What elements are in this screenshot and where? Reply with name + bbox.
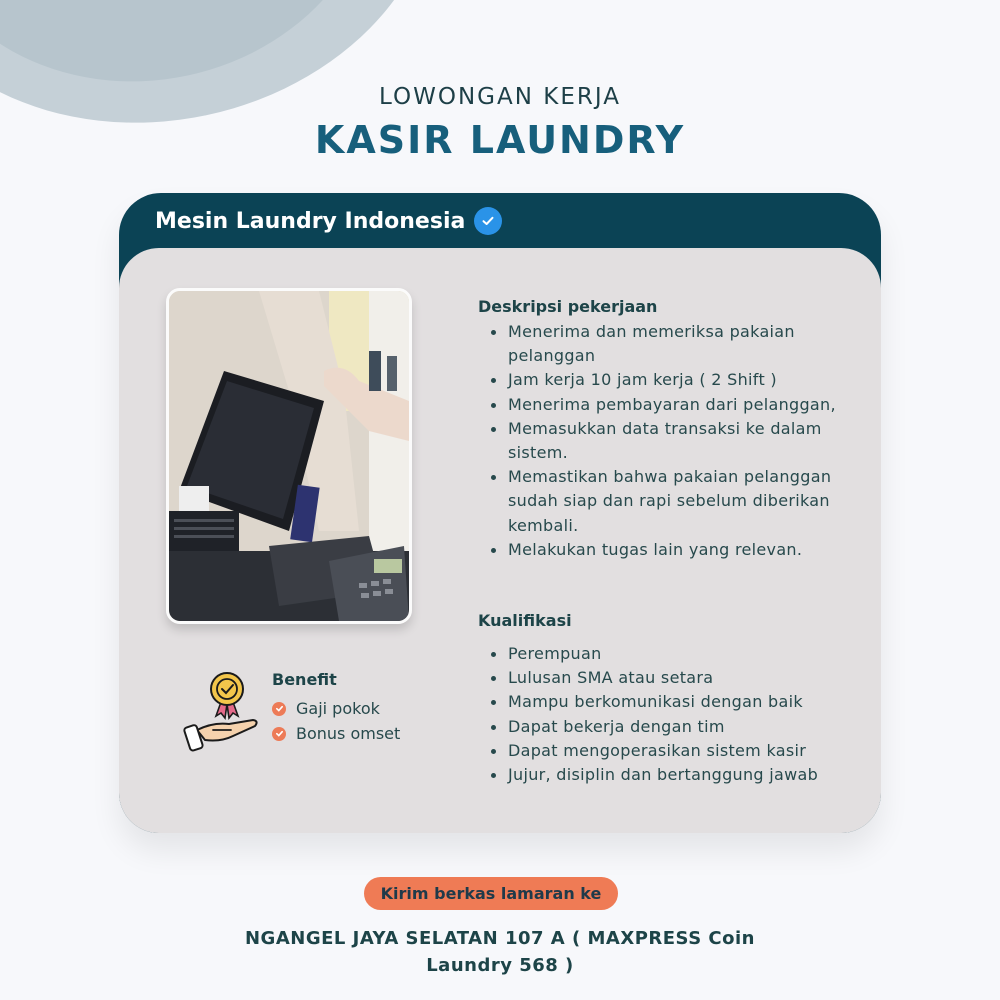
job-description-section	[478, 297, 858, 562]
apply-label-pill: Kirim berkas lamaran ke	[364, 877, 618, 910]
list-item: Dapat mengoperasikan sistem kasir	[478, 739, 858, 763]
cashier-photo	[166, 288, 412, 624]
verified-check-icon	[474, 207, 502, 235]
benefit-item: Gaji pokok	[272, 696, 400, 721]
benefit-list	[272, 696, 400, 746]
list-item: Dapat bekerja dengan tim	[478, 715, 858, 739]
list-item: Melakukan tugas lain yang relevan.	[478, 538, 858, 562]
job-card	[119, 193, 881, 833]
description-list	[478, 320, 858, 562]
qualifications-section	[478, 611, 858, 787]
application-address: NGANGEL JAYA SELATAN 107 A ( MAXPRESS Coin Laundry 568 )	[244, 928, 755, 976]
list-item: Perempuan	[478, 642, 858, 666]
list-item: Menerima pembayaran dari pelanggan,	[478, 393, 858, 417]
content-panel	[119, 248, 881, 833]
hand-award-medal-icon	[183, 664, 263, 758]
check-circle-icon	[272, 702, 286, 716]
benefit-title: Benefit	[272, 670, 337, 689]
list-item: Memasukkan data transaksi ke dalam sistem.	[478, 417, 828, 465]
page-subtitle: LOWONGAN KERJA	[379, 84, 621, 110]
list-item: Menerima dan memeriksa pakaian pelanggan	[478, 320, 808, 368]
company-name: Mesin Laundry Indonesia	[155, 208, 466, 234]
qualifications-list	[478, 642, 858, 787]
benefit-item: Bonus omset	[272, 721, 400, 746]
company-header	[155, 205, 502, 237]
qualifications-title: Kualifikasi	[478, 611, 572, 630]
description-title: Deskripsi pekerjaan	[478, 297, 658, 316]
list-item: Mampu berkomunikasi dengan baik	[478, 690, 858, 714]
list-item: Lulusan SMA atau setara	[478, 666, 858, 690]
check-circle-icon	[272, 727, 286, 741]
list-item: Jujur, disiplin dan bertanggung jawab	[478, 763, 858, 787]
benefit-section	[183, 664, 443, 764]
page-title: KASIR LAUNDRY	[314, 118, 686, 162]
list-item: Jam kerja 10 jam kerja ( 2 Shift )	[478, 368, 858, 392]
list-item: Memastikan bahwa pakaian pelanggan sudah siap dan rapi sebelum diberikan kembali.	[478, 465, 853, 538]
